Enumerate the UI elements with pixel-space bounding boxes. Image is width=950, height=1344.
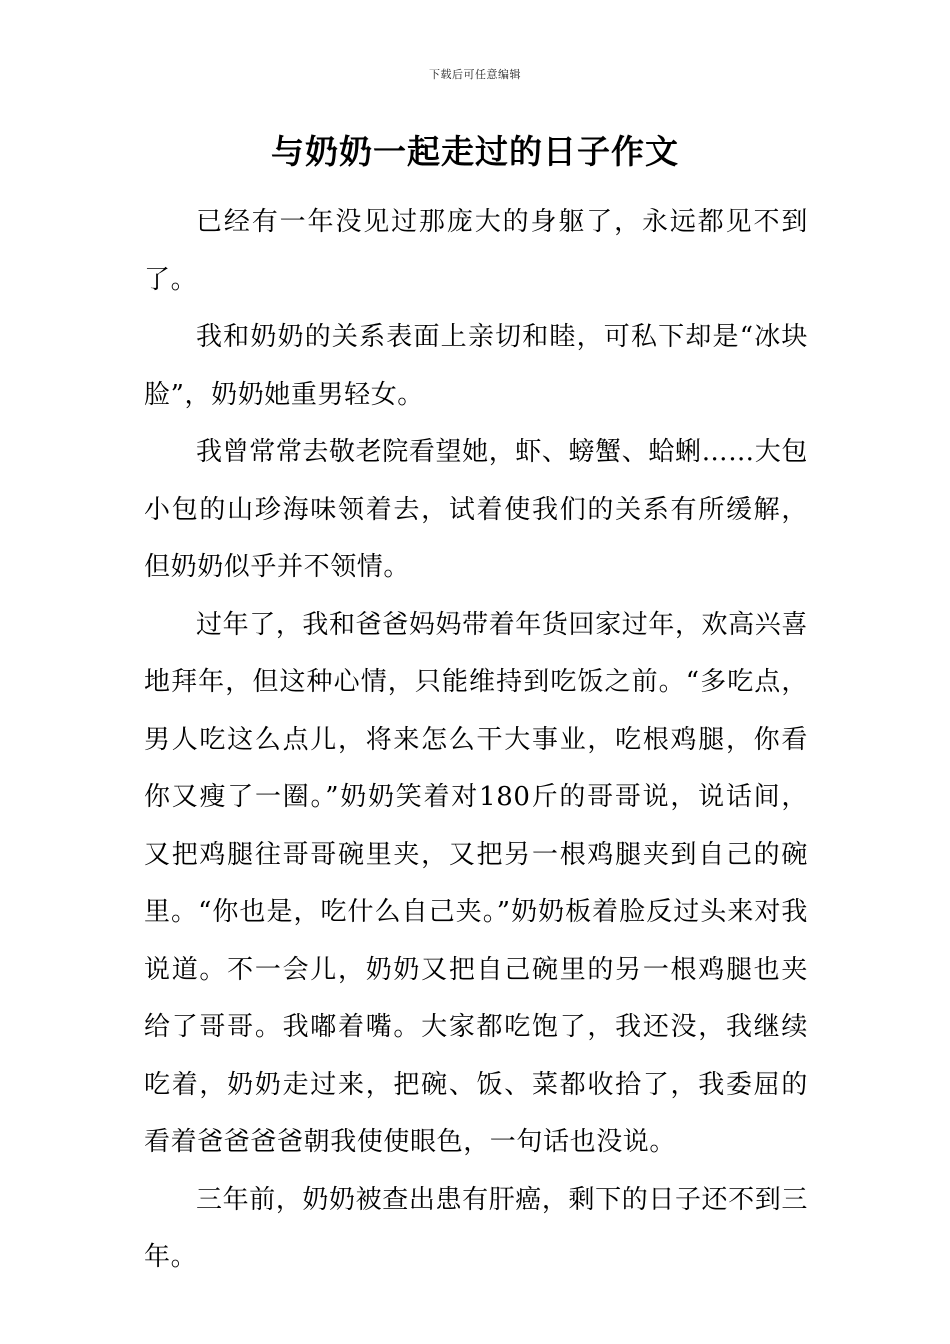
header-note: 下载后可任意编辑 (429, 68, 521, 81)
body-text (144, 194, 808, 1287)
paragraph-1: 已经有一年没见过那庞大的身躯了，永远都见不到了。 (144, 207, 808, 295)
paragraph-4: 过年了，我和爸爸妈妈带着年货回家过年，欢高兴喜地拜年，但这种心情，只能维持到吃饭之前。“多吃点，男人吃这么点儿，将来怎么干大事业，吃根鸡腿，你看你又瘦了一圈。”奶奶笑着对180斤的哥哥说，说话间，又把鸡腿往哥哥碗里夹，又把另一根鸡腿夹到自己的碗里。“你也是，吃什么自己夹。”奶奶板着脸反过头来对我说道。不一会儿，奶奶又把自己碗里的另一根鸡腿也夹给了哥哥。我嘟着嘴。大家都吃饱了，我还没，我继续吃着，奶奶走过来，把碗、饭、菜都收拾了，我委屈的看着爸爸爸爸朝我使使眼色，一句话也没说。 (144, 609, 808, 1157)
paragraph-5: 三年前，奶奶被查出患有肝癌，剩下的日子还不到三年。 (144, 1184, 808, 1272)
paragraph-3: 我曾常常去敬老院看望她，虾、螃蟹、蛤蜊……大包小包的山珍海味领着去，试着使我们的关系有所缓解，但奶奶似乎并不领情。 (144, 437, 808, 582)
document-title: 与奶奶一起走过的日子作文 (271, 132, 679, 171)
paragraph-2: 我和奶奶的关系表面上亲切和睦，可私下却是“冰块脸”，奶奶她重男轻女。 (144, 322, 808, 410)
